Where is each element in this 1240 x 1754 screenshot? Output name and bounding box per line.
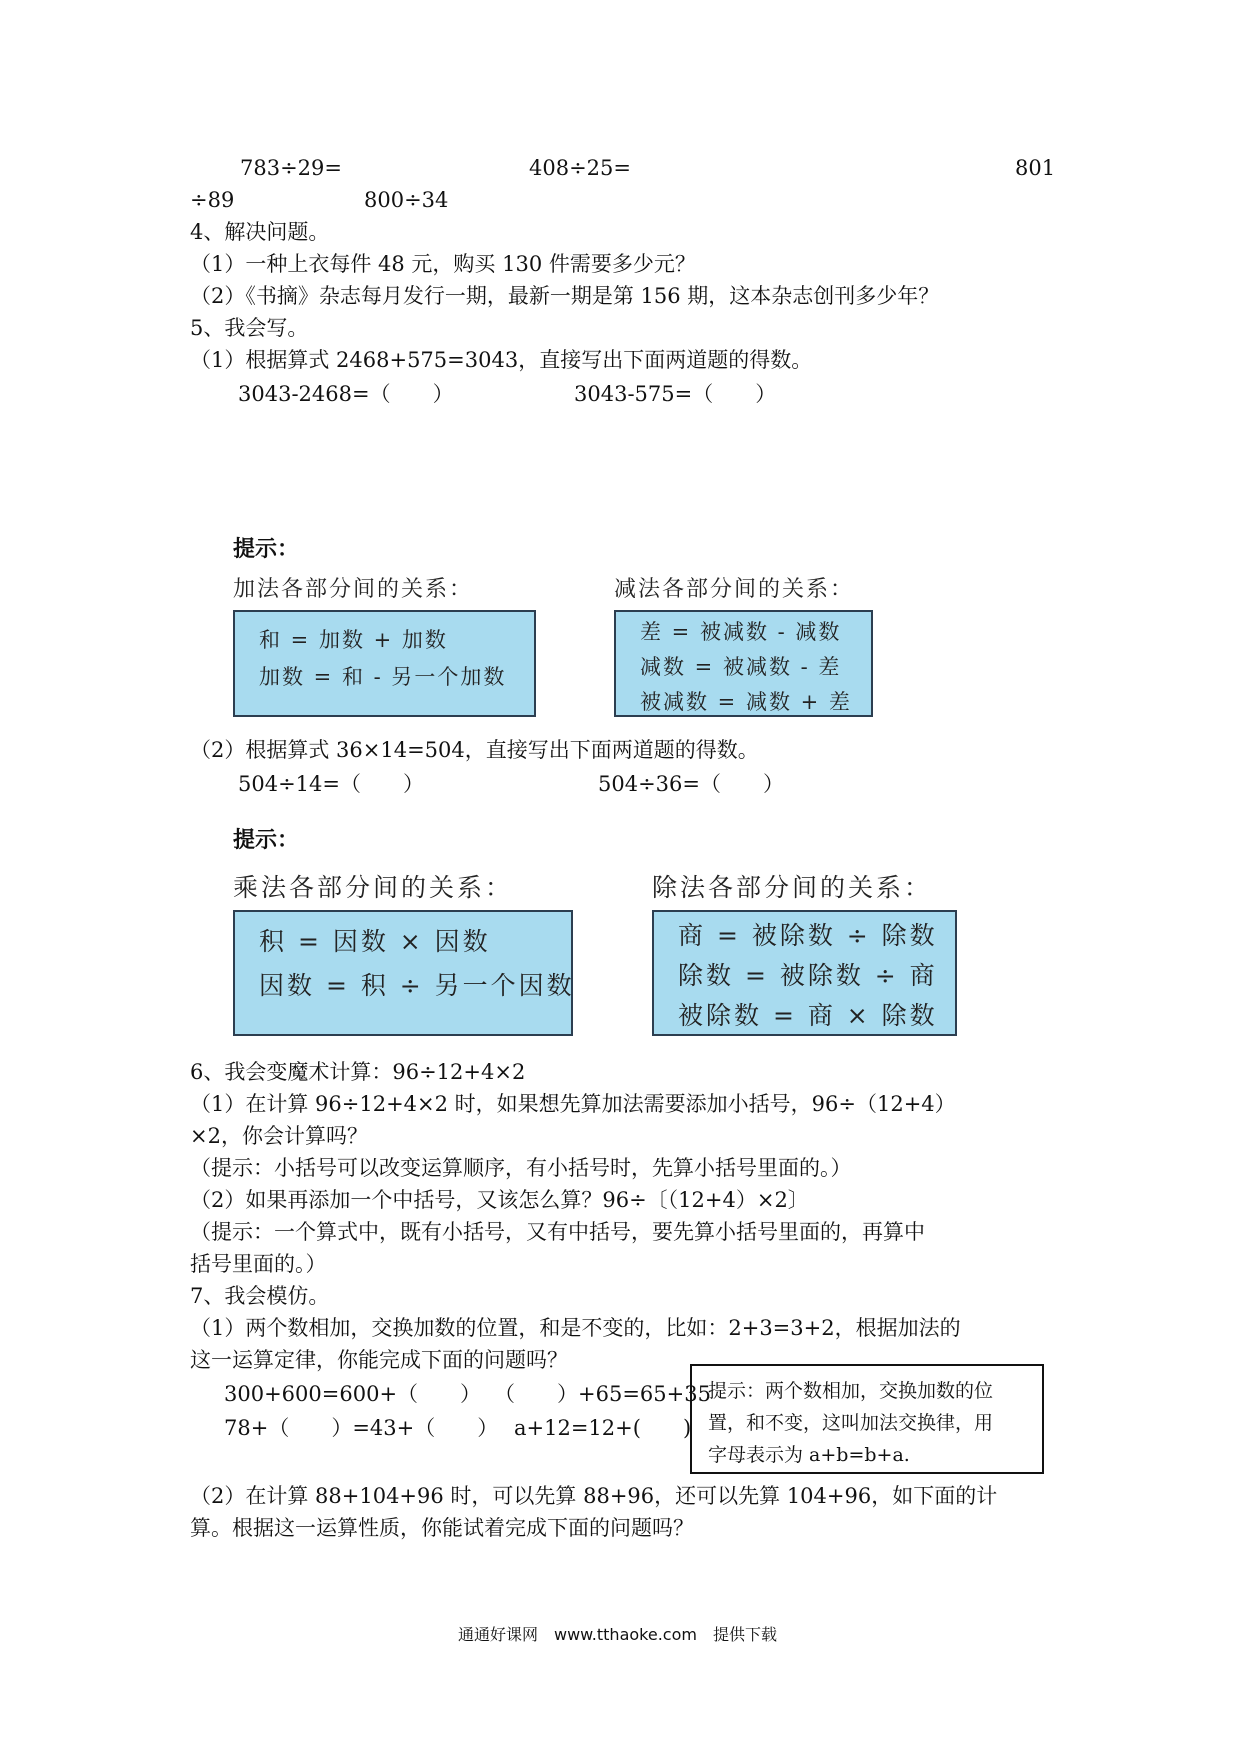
q6-problem-2: （2）如果再添加一个中括号，又该怎么算？96÷〔（12+4）×2〕 <box>190 1188 809 1212</box>
q3-expr3-part2: ÷89 <box>190 188 235 212</box>
hint-label-2: 提示： <box>233 827 300 853</box>
q3-expr2: 408÷25= <box>529 156 631 180</box>
q6-hint-2-line1: （提示：一个算式中，既有小括号，又有中括号，要先算小括号里面的，再算中 <box>190 1220 925 1244</box>
q4-title: 4、解决问题。 <box>190 220 330 244</box>
commutative-hint-box <box>690 1364 1044 1474</box>
mul-relation-line: 积 = 因数 × 因数 <box>259 927 491 956</box>
div-relation-line: 被除数 = 商 × 除数 <box>678 1001 938 1030</box>
q6-title: 6、我会变魔术计算：96÷12+4×2 <box>190 1060 526 1084</box>
sub-relation-title: 减法各部分间的关系： <box>614 577 855 602</box>
sub-relation-box <box>614 610 873 717</box>
q5-title: 5、我会写。 <box>190 316 309 340</box>
q7-expr-3: 78+（ ）=43+（ ） <box>224 1416 499 1440</box>
mul-relation-title: 乘法各部分间的关系： <box>233 873 514 902</box>
q6-problem-1-line1: （1）在计算 96÷12+4×2 时，如果想先算加法需要添加小括号，96÷（12+4） <box>190 1092 956 1116</box>
mul-relation-box <box>233 910 573 1036</box>
sub-relation-line: 被减数 = 减数 + 差 <box>640 690 852 714</box>
q3-expr4: 800÷34 <box>364 188 449 212</box>
q5-p2-expr-b: 504÷36=（ ） <box>598 772 784 796</box>
commutative-hint-line: 提示：两个数相加，交换加数的位 <box>708 1380 994 1402</box>
q7-problem-2-line1: （2）在计算 88+104+96 时，可以先算 88+96，还可以先算 104+96，如下面的计 <box>190 1484 998 1508</box>
hint-label-1: 提示： <box>233 536 300 562</box>
div-relation-box <box>652 910 957 1036</box>
add-relation-line: 和 = 加数 + 加数 <box>259 628 448 652</box>
q5-p1-expr-b: 3043-575=（ ） <box>574 382 777 406</box>
q5-problem-2: （2）根据算式 36×14=504，直接写出下面两道题的得数。 <box>190 738 759 762</box>
sub-relation-line: 差 = 被减数 - 减数 <box>640 620 842 644</box>
add-relation-title: 加法各部分间的关系： <box>233 577 474 602</box>
add-relation-box <box>233 610 536 717</box>
mul-relation-line: 因数 = 积 ÷ 另一个因数 <box>259 971 575 1000</box>
q7-problem-1-line1: （1）两个数相加，交换加数的位置，和是不变的，比如：2+3=3+2，根据加法的 <box>190 1316 961 1340</box>
q5-problem-1: （1）根据算式 2468+575=3043，直接写出下面两道题的得数。 <box>190 348 813 372</box>
q7-expr-4: a+12=12+( ) <box>514 1416 692 1440</box>
q6-problem-1-line2: ×2，你会计算吗？ <box>190 1124 368 1148</box>
q6-hint-1: （提示：小括号可以改变运算顺序，有小括号时，先算小括号里面的。） <box>190 1156 852 1180</box>
q5-p1-expr-a: 3043-2468=（ ） <box>238 382 454 406</box>
sub-relation-line: 减数 = 被减数 - 差 <box>640 655 842 679</box>
q7-problem-2-line2: 算。根据这一运算性质，你能试着完成下面的问题吗？ <box>190 1516 694 1540</box>
div-relation-line: 除数 = 被除数 ÷ 商 <box>678 961 938 990</box>
page-footer: 通通好课网 www.tthaoke.com 提供下载 <box>458 1625 777 1644</box>
q6-hint-2-line2: 括号里面的。） <box>190 1252 327 1276</box>
q7-expr-2: （ ）+65=65+35 <box>494 1382 711 1406</box>
commutative-hint-line: 置，和不变，这叫加法交换律，用 <box>708 1412 994 1434</box>
q3-expr3-part1: 801 <box>1015 156 1056 180</box>
commutative-hint-line: 字母表示为 a+b=b+a. <box>708 1444 910 1466</box>
q7-problem-1-line2: 这一运算定律，你能完成下面的问题吗？ <box>190 1348 568 1372</box>
div-relation-title: 除法各部分间的关系： <box>652 873 933 902</box>
q4-problem-1: （1）一种上衣每件 48 元，购买 130 件需要多少元？ <box>190 252 696 276</box>
add-relation-line: 加数 = 和 - 另一个加数 <box>259 665 507 689</box>
q7-expr-1: 300+600=600+（ ） <box>224 1382 482 1406</box>
q3-expr1: 783÷29= <box>240 156 342 180</box>
div-relation-line: 商 = 被除数 ÷ 除数 <box>678 921 938 950</box>
q7-title: 7、我会模仿。 <box>190 1284 330 1308</box>
q5-p2-expr-a: 504÷14=（ ） <box>238 772 424 796</box>
q4-problem-2: （2）《书摘》杂志每月发行一期，最新一期是第 156 期，这本杂志创刊多少年？ <box>190 284 940 308</box>
